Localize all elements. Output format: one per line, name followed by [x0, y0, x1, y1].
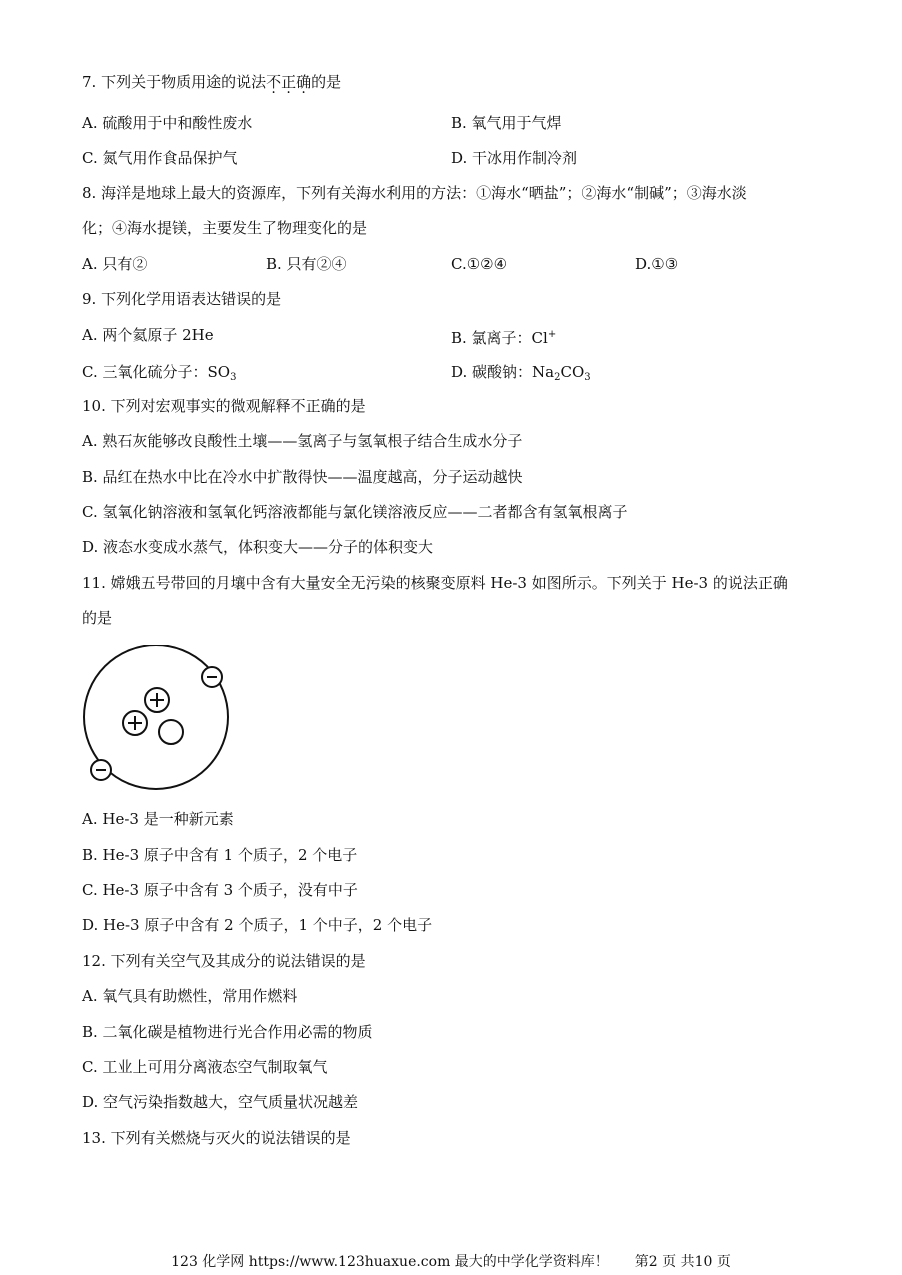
q8-option-c: C.①②④ — [451, 255, 508, 273]
q8-option-d: D.①③ — [635, 255, 679, 273]
q13-stem: 13. 下列有关燃烧与灭火的说法错误的是 — [82, 1129, 351, 1147]
q12-option-d: D. 空气污染指数越大，空气质量状况越差 — [82, 1093, 359, 1111]
emphasis-char: 正 — [281, 73, 297, 91]
q12-stem: 12. 下列有关空气及其成分的说法错误的是 — [82, 952, 366, 970]
emphasis-char: 确 — [296, 73, 312, 91]
q7-option-a: A. 硫酸用于中和酸性废水 — [82, 114, 253, 132]
q11-option-b: B. He-3 原子中含有 1 个质子，2 个电子 — [82, 846, 358, 864]
he3-atom-diagram — [80, 645, 236, 795]
q10-option-c: C. 氢氧化钠溶液和氢氧化钙溶液都能与氯化镁溶液反应——二者都含有氢氧根离子 — [82, 503, 628, 521]
q7-option-c: C. 氮气用作食品保护气 — [82, 149, 238, 167]
q9-option-a: A. 两个氦原子 2He — [82, 326, 214, 344]
q7-stem: 7. 下列关于物质用途的说法不正确的是 — [82, 73, 342, 91]
page-footer — [0, 1253, 902, 1271]
electron — [202, 667, 222, 687]
q11-option-d: D. He-3 原子中含有 2 个质子，1 个中子，2 个电子 — [82, 916, 433, 934]
q11-option-a: A. He-3 是一种新元素 — [82, 810, 234, 828]
q11-stem-line1: 11. 嫦娥五号带回的月壤中含有大量安全无污染的核聚变原料 He-3 如图所示。下列关于 He-3 的说法正确 — [82, 574, 788, 592]
q11-stem-line2: 的是 — [82, 609, 113, 627]
q9-stem: 9. 下列化学用语表达错误的是 — [82, 290, 282, 308]
proton — [123, 711, 147, 735]
q8-stem-line2: 化；④海水提镁，主要发生了物理变化的是 — [82, 219, 368, 237]
q7-option-b: B. 氧气用于气焊 — [451, 114, 562, 132]
emphasis-char: 不 — [266, 73, 282, 91]
proton — [145, 688, 169, 712]
q12-option-b: B. 二氧化碳是植物进行光合作用必需的物质 — [82, 1023, 373, 1041]
q8-option-a: A. 只有② — [82, 255, 148, 273]
q8-option-b: B. 只有②④ — [266, 255, 347, 273]
q10-option-a: A. 熟石灰能够改良酸性土壤——氢离子与氢氧根子结合生成水分子 — [82, 432, 523, 450]
footer-site: 123 化学网 https://www.123huaxue.com 最大的中学化学资料库！ — [171, 1254, 609, 1270]
footer-page-number: 第2 页 共10 页 — [634, 1254, 731, 1270]
q10-stem: 10. 下列对宏观事实的微观解释不正确的是 — [82, 397, 366, 415]
q7-option-d: D. 干冰用作制冷剂 — [451, 149, 578, 167]
q9-option-c: C. 三氧化硫分子：$SO_3$ — [82, 363, 237, 383]
electron — [91, 760, 111, 780]
q9-option-b: B. 氯离子：Cl+ — [451, 329, 557, 347]
q11-option-c: C. He-3 原子中含有 3 个质子，没有中子 — [82, 881, 358, 899]
q7-emphasis — [266, 73, 311, 91]
q12-option-c: C. 工业上可用分离液态空气制取氧气 — [82, 1058, 328, 1076]
neutron — [159, 720, 183, 744]
q8-stem-line1: 8. 海洋是地球上最大的资源库，下列有关海水利用的方法：①海水“晒盐”；②海水“制碱”；③海水淡 — [82, 184, 747, 202]
q10-option-d: D. 液态水变成水蒸气，体积变大——分子的体积变大 — [82, 538, 434, 556]
q9-option-d: D. 碳酸钠：$Na_2CO_3$ — [451, 363, 591, 383]
q10-option-b: B. 品红在热水中比在冷水中扩散得快——温度越高，分子运动越快 — [82, 468, 523, 486]
q12-option-a: A. 氧气具有助燃性，常用作燃料 — [82, 987, 298, 1005]
